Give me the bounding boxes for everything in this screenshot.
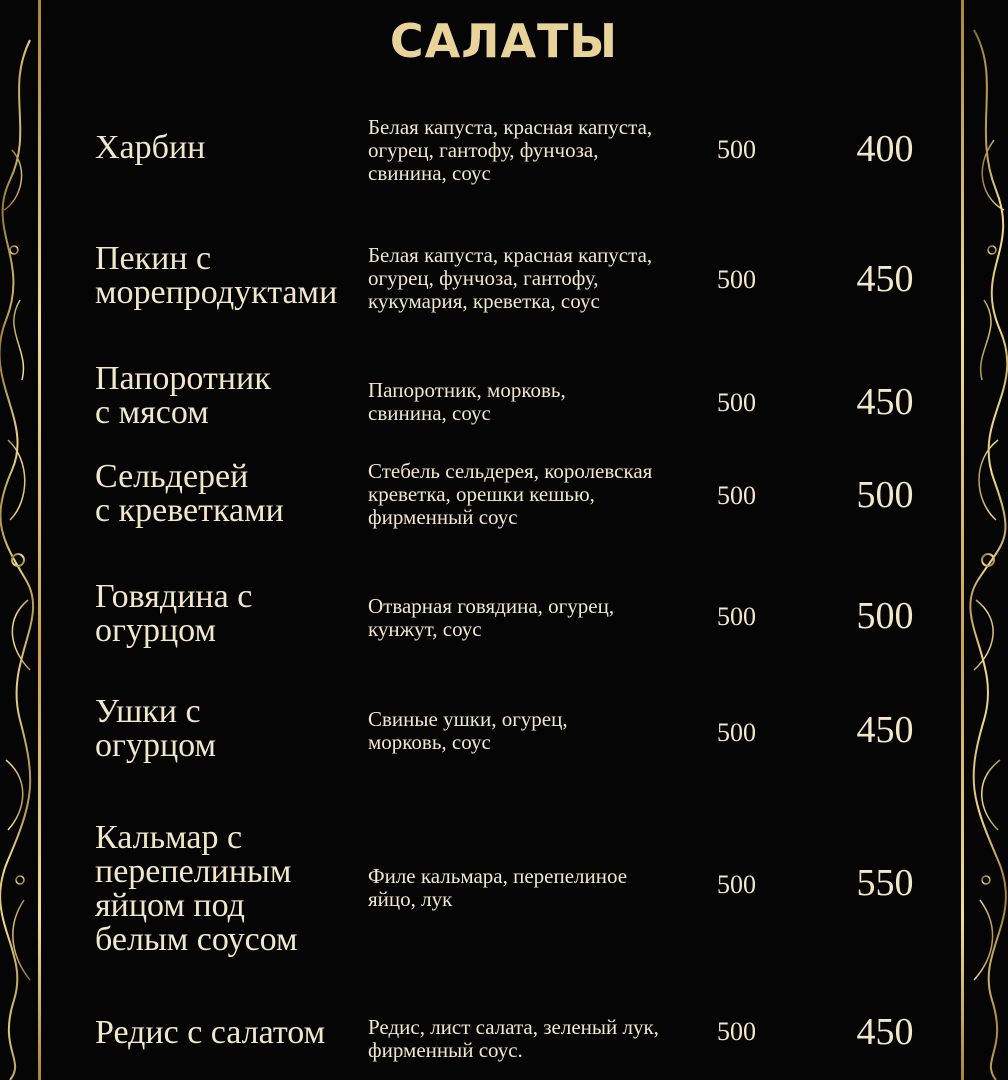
item-price: 550 (856, 862, 914, 904)
item-price: 500 (856, 595, 914, 637)
item-description: Отварная говядина, огурец, кунжут, соус (368, 594, 615, 641)
item-name: Редис с салатом (95, 1014, 326, 1051)
item-description: Филе кальмара, перепелиное яйцо, лук (368, 864, 628, 911)
item-weight: 500 (717, 481, 756, 510)
item-weight: 500 (717, 388, 756, 417)
item-price: 450 (856, 258, 914, 300)
item-price: 450 (856, 709, 914, 751)
item-weight: 500 (717, 1017, 756, 1046)
item-name: Пекин с морепродуктами (95, 240, 338, 311)
item-description: Белая капуста, красная капуста, огурец, фунчоза, гантофу, кукумария, креветка, соус (368, 243, 653, 313)
page-title: САЛАТЫ (389, 14, 619, 68)
item-name: Сельдерей с креветками (95, 458, 284, 529)
item-name: Харбин (95, 129, 206, 166)
item-description: Папоротник, морковь, свинина, соус (368, 378, 566, 425)
item-name: Кальмар с перепелиным яйцом под белым соусом (95, 819, 298, 958)
item-description: Свиные ушки, огурец, морковь, соус (368, 707, 568, 754)
item-weight: 500 (717, 135, 756, 164)
item-price: 500 (856, 474, 914, 516)
item-name: Ушки с огурцом (95, 693, 217, 764)
item-name: Говядина с огурцом (95, 578, 253, 649)
item-price: 400 (856, 128, 914, 170)
item-description: Белая капуста, красная капуста, огурец, гантофу, фунчоза, свинина, соус (368, 115, 653, 185)
item-description: Редис, лист салата, зеленый лук, фирменный соус. (368, 1015, 659, 1062)
item-description: Стебель сельдерея, королевская креветка, орешки кешью, фирменный соус (368, 459, 653, 529)
item-weight: 500 (717, 602, 756, 631)
item-price: 450 (856, 1011, 914, 1053)
item-name: Папоротник с мясом (95, 360, 271, 431)
item-price: 450 (856, 381, 914, 423)
item-weight: 500 (717, 718, 756, 747)
item-weight: 500 (717, 870, 756, 899)
item-weight: 500 (717, 265, 756, 294)
